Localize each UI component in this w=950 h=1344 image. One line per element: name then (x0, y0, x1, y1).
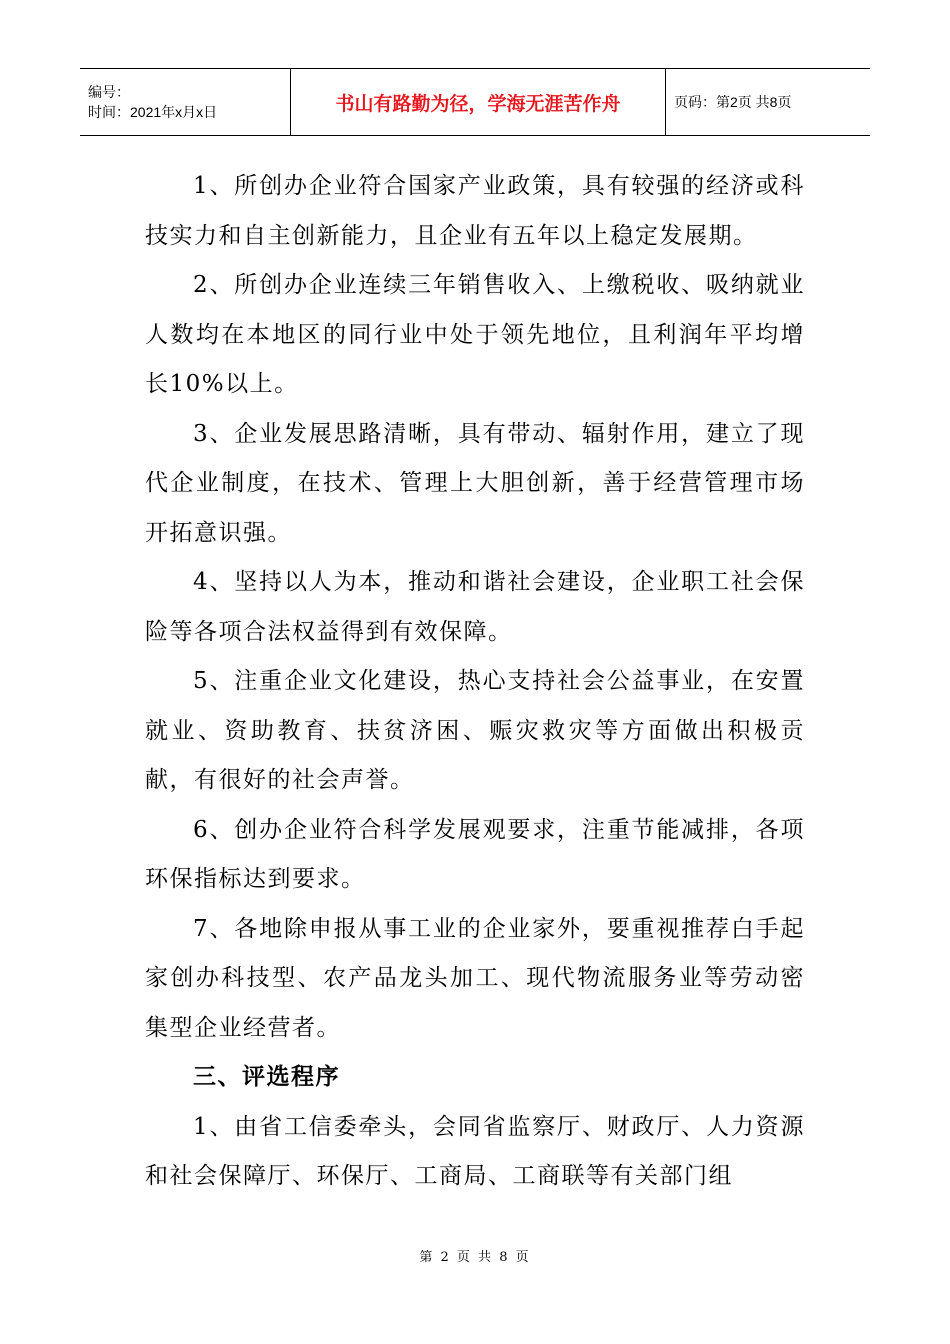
page-footer: 第 2 页 共 8 页 (419, 1250, 531, 1265)
requirement-paragraph-7: 7、各地除申报从事工业的企业家外，要重视推荐白手起家创办科技型、农产品龙头加工、现代物流服务业等劳动密集型企业经营者。 (145, 915, 805, 1041)
requirement-paragraph-2: 2、所创办企业连续三年销售收入、上缴税收、吸纳就业人数均在本地区的同行业中处于领先地位，且利润年平均增长10%以上。 (145, 272, 805, 397)
header-page-info: 页码：第2页 共8页 (666, 69, 871, 136)
requirement-paragraph-3: 3、企业发展思路清晰，具有带动、辐射作用，建立了现代企业制度，在技术、管理上大胆创新，善于经营管理市场开拓意识强。 (145, 420, 805, 546)
section-heading: 三、评选程序 (193, 1064, 340, 1090)
procedure-paragraph-1: 1、由省工信委牵头，会同省监察厅、财政厅、人力资源和社会保障厅、环保厅、工商局、工商联等有关部门组 (145, 1113, 805, 1189)
document-body (145, 162, 805, 1202)
header-motto: 书山有路勤为径，学海无涯苦作舟 (291, 69, 666, 136)
requirement-paragraph-1: 1、所创办企业符合国家产业政策，具有较强的经济或科技实力和自主创新能力，且企业有五年以上稳定发展期。 (145, 173, 805, 249)
document-header (80, 68, 870, 136)
requirement-paragraph-6: 6、创办企业符合科学发展观要求，注重节能减排，各项环保指标达到要求。 (145, 816, 805, 892)
document-number-label: 编号： (88, 84, 130, 100)
document-time-label: 时间：2021年x月x日 (88, 104, 218, 120)
requirement-paragraph-5: 5、注重企业文化建设，热心支持社会公益事业，在安置就业、资助教育、扶贫济困、赈灾救灾等方面做出积极贡献，有很好的社会声誉。 (145, 668, 805, 793)
requirement-paragraph-4: 4、坚持以人为本，推动和谐社会建设，企业职工社会保险等各项合法权益得到有效保障。 (145, 569, 805, 645)
header-left-cell (80, 69, 291, 136)
